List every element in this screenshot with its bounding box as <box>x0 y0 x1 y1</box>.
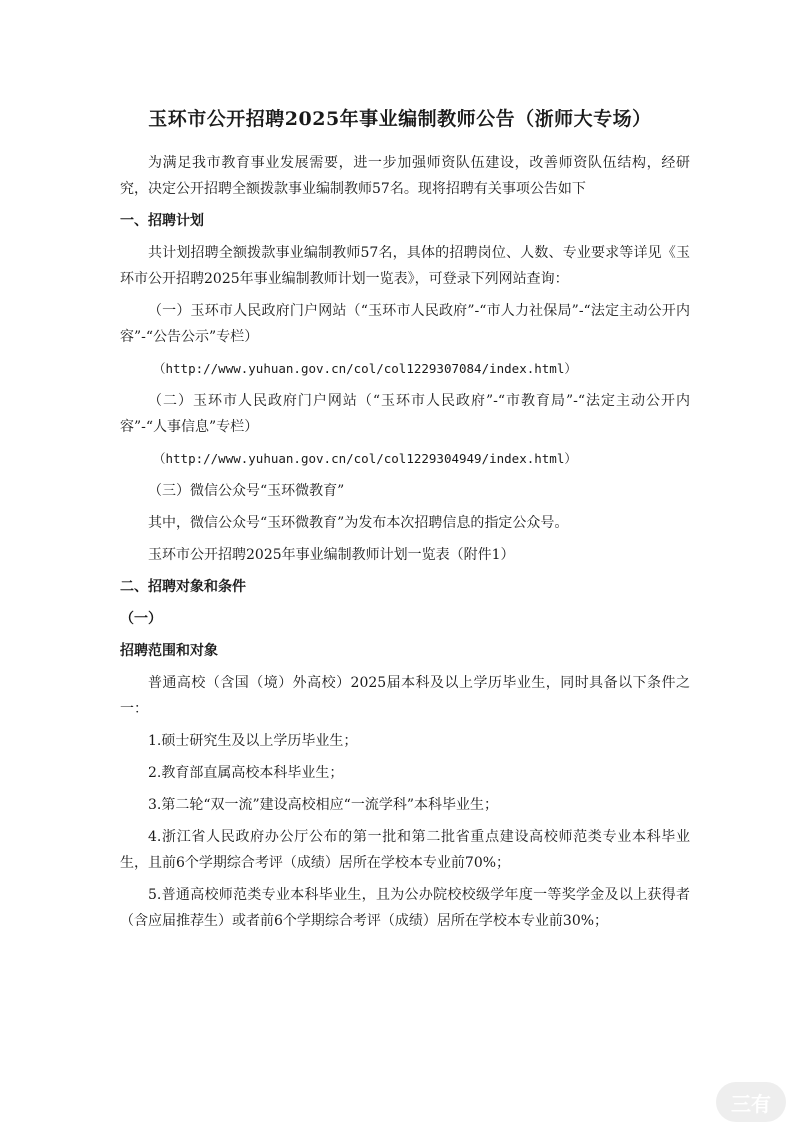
site1-text: （一）玉环市人民政府门户网站（“玉环市人民政府”-“市人力社保局”-“法定主动公开内容”-“公告公示”专栏） <box>120 303 690 345</box>
condition-item: 4.浙江省人民政府办公厅公布的第一批和第二批省重点建设高校师范类专业本科毕业生，且前6个学期综合考评（成绩）居所在学校本专业前70%； <box>120 829 690 871</box>
document-title: 玉环市公开招聘2025年事业编制教师公告（浙师大专场） <box>148 108 652 130</box>
intro-paragraph: 为满足我市教育事业发展需要，进一步加强师资队伍建设，改善师资队伍结构，经研究，决定公开招聘全额拨款事业编制教师57名。现将招聘有关事项公告如下 <box>120 155 690 197</box>
wechat-note: 其中，微信公众号“玉环微教育”为发布本次招聘信息的指定公众号。 <box>148 515 569 531</box>
watermark-logo <box>716 1082 786 1122</box>
section2-sub-heading: 招聘范围和对象 <box>120 643 218 659</box>
section2-sub-index: （一） <box>120 611 162 627</box>
section2-paragraph: 普通高校（含国（境）外高校）2025届本科及以上学历毕业生，同时具备以下条件之一： <box>120 675 690 717</box>
site3-text: （三）微信公众号“玉环微教育” <box>148 483 345 499</box>
section1-heading: 一、招聘计划 <box>120 213 204 229</box>
site1-url: （http://www.yuhuan.gov.cn/col/col1229307084/index.html） <box>153 361 577 376</box>
site2-url: （http://www.yuhuan.gov.cn/col/col1229304949/index.html） <box>153 451 577 466</box>
condition-item: 2.教育部直属高校本科毕业生； <box>148 765 344 781</box>
section2-heading: 二、招聘对象和条件 <box>120 579 246 595</box>
watermark-label: 三有 <box>731 1091 771 1116</box>
condition-item: 5.普通高校师范类专业本科毕业生，且为公办院校校级学年度一等奖学金及以上获得者（含应届推荐生）或者前6个学期综合考评（成绩）居所在学校本专业前30%； <box>120 887 690 929</box>
section1-paragraph: 共计划招聘全额拨款事业编制教师57名，具体的招聘岗位、人数、专业要求等详见《玉环市公开招聘2025年事业编制教师计划一览表》，可登录下列网站查询： <box>120 245 690 287</box>
condition-item: 1.硕士研究生及以上学历毕业生； <box>148 733 358 749</box>
attachment-reference: 玉环市公开招聘2025年事业编制教师计划一览表（附件1） <box>148 547 515 563</box>
condition-item: 3.第二轮“双一流”建设高校相应“一流学科”本科毕业生； <box>148 797 498 813</box>
document-body <box>120 150 690 940</box>
site2-text: （二）玉环市人民政府门户网站（“玉环市人民政府”-“市教育局”-“法定主动公开内容”-“人事信息”专栏） <box>120 393 690 435</box>
